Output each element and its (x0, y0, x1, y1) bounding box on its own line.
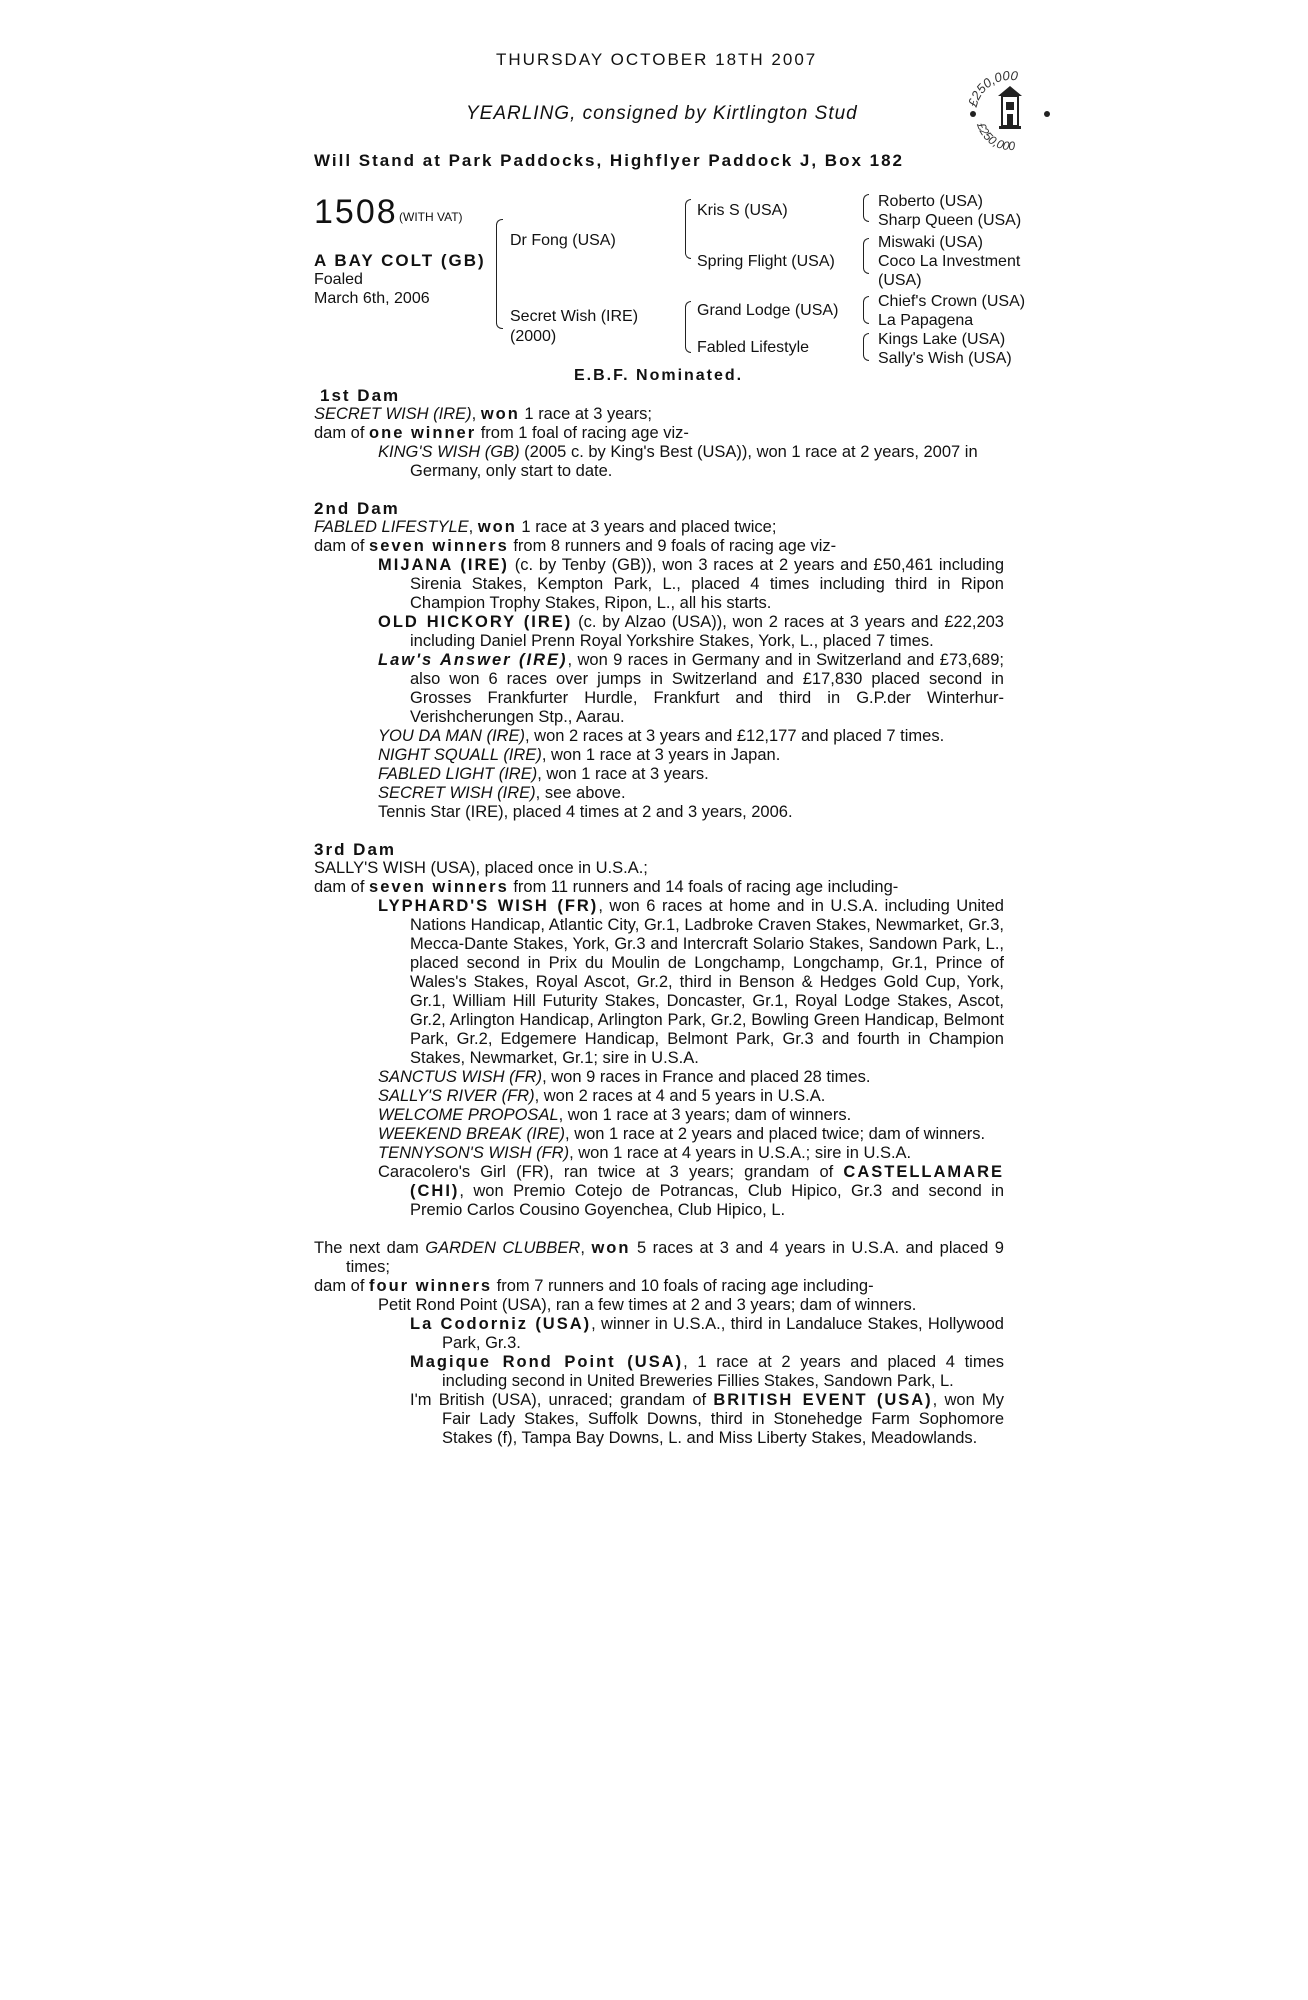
foal-name: TENNYSON'S WISH (FR) (378, 1144, 570, 1162)
pedigree-brace-sire (685, 199, 691, 259)
price-stamp (966, 62, 1054, 156)
second-dam-produce-post: from 8 runners and 9 foals of racing age viz- (508, 537, 837, 555)
foal-name: MIJANA (IRE) (378, 556, 509, 574)
third-dam-foal-7 (314, 1163, 1004, 1220)
stand-location: Will Stand at Park Paddocks, Highflyer Paddock J, Box 182 (314, 151, 904, 170)
first-dam-winners: one winner (369, 424, 477, 442)
third-dam-winners: seven winners (369, 878, 509, 896)
foal-text: (c. by Alzao (USA)), won 2 races at 3 years and £22,203 including Daniel Prenn Royal Yorkshire Stakes, York, L., placed 7 times. (410, 613, 1004, 650)
foal-text: , see above. (535, 784, 626, 802)
foal-text: , won 1 race at 2 years and placed twice; dam of winners. (565, 1125, 986, 1143)
sale-date: THURSDAY OCTOBER 18TH 2007 (496, 50, 818, 69)
second-dam-name: FABLED LIFESTYLE (314, 518, 469, 536)
foal-text-post: , won Premio Cotejo de Potrancas, Club Hipico, Gr.3 and second in Premio Carlos Cousino Goyenchea, Club Hipico, L. (410, 1182, 1004, 1219)
next-dam-record: The next dam GARDEN CLUBBER, won 5 races at 3 and 4 years in U.S.A. and placed 9 times; (314, 1239, 1004, 1276)
foal-text: , won 9 races in Germany and in Switzerland and £73,689; also won 6 races over jumps in Switzerland and £17,830 placed second in Grosses Frankfurter Hurdle, Frankfurt and third in G.P.der Winterhur-Verishcherungen Stp., Aarau. (410, 651, 1004, 726)
next-dam-pre: The next dam (314, 1239, 426, 1257)
foal-name: FABLED LIGHT (IRE) (378, 765, 538, 783)
first-dam-produce-post: from 1 foal of racing age viz- (476, 424, 689, 442)
next-dam-foal-2 (314, 1315, 1004, 1353)
next-dam-section (314, 1239, 1004, 1448)
next-dam-produce-pre: dam of (314, 1277, 370, 1295)
second-dam-heading: 2nd Dam (314, 499, 400, 518)
foal-text: , won 1 race at 3 years in Japan. (541, 746, 781, 764)
pedigree-brace-main (496, 219, 503, 329)
svg-text:£250,000: £250,000 (966, 67, 1019, 109)
pedigree-dam-year: (2000) (510, 328, 557, 345)
second-dam-winners: seven winners (369, 537, 509, 555)
second-dam-section (314, 499, 1004, 822)
consignor-line: YEARLING, consigned by Kirtlington Stud (466, 103, 858, 124)
foal-text-post: , won My Fair Lady Stakes, Suffolk Downs, third in Stonehedge Farm Sophomore Stakes (f), Tampa Bay Downs, L. and Miss Liberty Stakes, Meadowlands. (442, 1391, 1004, 1447)
next-dam-foal-4 (314, 1391, 1004, 1448)
first-dam-foal-1 (314, 443, 1004, 481)
next-dam-foal-1: Petit Rond Point (USA), ran a few times at 2 and 3 years; dam of winners. (378, 1296, 917, 1314)
foal-text: , won 2 races at 4 and 5 years in U.S.A. (534, 1087, 826, 1105)
grandfoal-name: CASTELLAMARE (CHI) (410, 1163, 1004, 1200)
next-dam-produce-line (314, 1277, 1004, 1296)
foal-name: WEEKEND BREAK (IRE) (378, 1125, 566, 1143)
foal-text-pre: Caracolero's Girl (FR), ran twice at 3 years; grandam of (378, 1163, 844, 1181)
second-dam-won: won (477, 518, 517, 536)
foal-name: SECRET WISH (IRE) (378, 784, 536, 802)
foal-name: WELCOME PROPOSAL (378, 1106, 559, 1124)
ebf-nomination: E.B.F. Nominated. (574, 367, 744, 384)
first-dam-name: SECRET WISH (IRE) (314, 405, 472, 423)
third-dam-foal-1 (314, 897, 1004, 1068)
foal-text: , won 2 races at 3 years and £12,177 and placed 7 times. (524, 727, 945, 745)
first-dam-record-text: 1 race at 3 years; (519, 405, 652, 423)
second-dam-foal-3 (314, 651, 1004, 727)
pedigree-brace-dd (863, 333, 869, 361)
second-dam-foal-7 (314, 784, 1004, 803)
pedigree-dds: Kings Lake (USA) (878, 331, 1006, 348)
pedigree-sd: Spring Flight (USA) (697, 253, 835, 270)
pedigree-dss: Chief's Crown (USA) (878, 293, 1026, 310)
first-dam-section (314, 386, 1004, 481)
third-dam-produce-post: from 11 runners and 14 foals of racing age including- (508, 878, 899, 896)
first-dam-heading: 1st Dam (320, 386, 401, 405)
second-dam-produce-pre: dam of (314, 537, 370, 555)
foal-text: , won 9 races in France and placed 28 times. (542, 1068, 871, 1086)
foaled-label: Foaled (314, 271, 363, 288)
foaled-date: March 6th, 2006 (314, 290, 430, 307)
second-dam-foal-4 (314, 727, 1004, 746)
next-dam-won: won (591, 1239, 631, 1257)
foal-name: SANCTUS WISH (FR) (378, 1068, 543, 1086)
second-dam-foal-1 (314, 556, 1004, 613)
next-dam-name: GARDEN CLUBBER (425, 1239, 581, 1257)
pedigree-brace-ds (863, 296, 869, 324)
third-dam-heading: 3rd Dam (314, 840, 397, 859)
pedigree-brace-ss (863, 194, 869, 222)
pedigree-brace-sd (863, 238, 869, 274)
second-dam-foal-6 (314, 765, 1004, 784)
first-dam-won: won (480, 405, 520, 423)
foal-name: NIGHT SQUALL (IRE) (378, 746, 542, 764)
second-dam-foal-5 (314, 746, 1004, 765)
lot-number: 1508 (314, 193, 398, 231)
third-dam-foal-3 (314, 1087, 1004, 1106)
price-stamp-graphic (966, 62, 1054, 156)
pedigree-sdd-country: (USA) (878, 272, 922, 289)
pedigree-sire: Dr Fong (USA) (510, 232, 616, 249)
pedigree-brace-dam (685, 301, 691, 353)
foal-name: Magique Rond Point (USA) (410, 1353, 684, 1371)
foal-text: , winner in U.S.A., third in Landaluce Stakes, Hollywood Park, Gr.3. (442, 1315, 1004, 1352)
third-dam-section (314, 840, 1004, 1220)
third-dam-foal-6 (314, 1144, 1004, 1163)
third-dam-produce-line (314, 878, 1004, 897)
foal-name: La Codorniz (USA) (410, 1315, 592, 1333)
foal-text: , won 1 race at 4 years in U.S.A.; sire in U.S.A. (569, 1144, 912, 1162)
grandfoal-name: BRITISH EVENT (USA) (713, 1391, 933, 1409)
second-dam-foal-2 (314, 613, 1004, 651)
next-dam-record-text: 5 races at 3 and 4 years in U.S.A. and placed 9 times; (346, 1239, 1004, 1276)
third-dam-foal-4 (314, 1106, 1004, 1125)
second-dam-produce-line (314, 537, 1004, 556)
foal-text: (c. by Tenby (GB)), won 3 races at 2 years and £50,461 including Sirenia Stakes, Kempton Park, L., placed 4 times including third in Ripon Champion Trophy Stakes, Ripon, L., all his starts. (410, 556, 1004, 612)
foal-text: , 1 race at 2 years and placed 4 times including second in United Breweries Fillies Stakes, Sandown Park, L. (442, 1353, 1004, 1390)
pedigree-dam: Secret Wish (IRE) (510, 308, 639, 325)
foal-name: YOU DA MAN (IRE) (378, 727, 525, 745)
foal-text: (2005 c. by King's Best (USA)), won 1 race at 2 years, 2007 in Germany, only start to date. (410, 443, 978, 480)
pedigree-ddd: Sally's Wish (USA) (878, 350, 1012, 367)
pedigree-ss: Kris S (USA) (697, 202, 788, 219)
next-dam-produce-post: from 7 runners and 10 foals of racing age including- (492, 1277, 874, 1295)
foal-text: , won 1 race at 3 years. (537, 765, 709, 783)
pedigree-dd: Fabled Lifestyle (697, 339, 810, 356)
third-dam-foal-5 (314, 1125, 1004, 1144)
svg-text:£250,000: £250,000 (974, 120, 1016, 154)
foal-name: LYPHARD'S WISH (FR) (378, 897, 599, 915)
foal-text: , won 6 races at home and in U.S.A. including United Nations Handicap, Atlantic City, Gr.1, Ladbroke Craven Stakes, Newmarket, Gr.3, Mecca-Dante Stakes, York, Gr.3 and Intercraft Solario Stakes, Sandown Park, L., placed second in Prix du Moulin de Longchamp, Longchamp, Gr.1, Prince of Wales's Stakes, Royal Ascot, Gr.2, third in Benson & Hedges Gold Cup, York, Gr.1, William Hill Futurity Stakes, Doncaster, Gr.1, Royal Lodge Stakes, Ascot, Gr.2, Arlington Handicap, Arlington Park, Gr.2, Bowling Green Handicap, Belmont Park, Gr.2, Edgemere Handicap, Belmont Park, Gr.3 and fourth in Champion Stakes, Newmarket, Gr.1; sire in U.S.A. (410, 897, 1004, 1067)
next-dam-foal-3 (314, 1353, 1004, 1391)
lot-vat: (WITH VAT) (399, 210, 463, 224)
next-dam-winners: four winners (369, 1277, 493, 1295)
pedigree-sds: Miswaki (USA) (878, 234, 983, 251)
first-dam-record: SECRET WISH (IRE), won 1 race at 3 years; (314, 405, 652, 423)
foal-name: KING'S WISH (GB) (378, 443, 520, 461)
third-dam-produce-pre: dam of (314, 878, 370, 896)
pedigree-sss: Roberto (USA) (878, 193, 983, 210)
first-dam-produce-pre: dam of (314, 424, 370, 442)
foal-text: , won 1 race at 3 years; dam of winners. (558, 1106, 852, 1124)
foal-name: Law's Answer (IRE) (378, 651, 568, 669)
foal-name: SALLY'S RIVER (FR) (378, 1087, 535, 1105)
pedigree-dsd: La Papagena (878, 312, 974, 329)
pedigree-sdd: Coco La Investment (878, 253, 1021, 270)
third-dam-foal-2 (314, 1068, 1004, 1087)
second-dam-record: FABLED LIFESTYLE, won 1 race at 3 years and placed twice; (314, 518, 777, 536)
second-dam-foal-8: Tennis Star (IRE), placed 4 times at 2 and 3 years, 2006. (378, 803, 793, 821)
foal-name: OLD HICKORY (IRE) (378, 613, 573, 631)
second-dam-record-text: 1 race at 3 years and placed twice; (516, 518, 777, 536)
pedigree-ds: Grand Lodge (USA) (697, 302, 839, 319)
pedigree-ssd: Sharp Queen (USA) (878, 212, 1022, 229)
lot-title: A BAY COLT (GB) (314, 251, 486, 270)
foal-text-pre: I'm British (USA), unraced; grandam of (410, 1391, 714, 1409)
first-dam-produce-line (314, 424, 1004, 443)
third-dam-record: SALLY'S WISH (USA), placed once in U.S.A.; (314, 859, 648, 877)
